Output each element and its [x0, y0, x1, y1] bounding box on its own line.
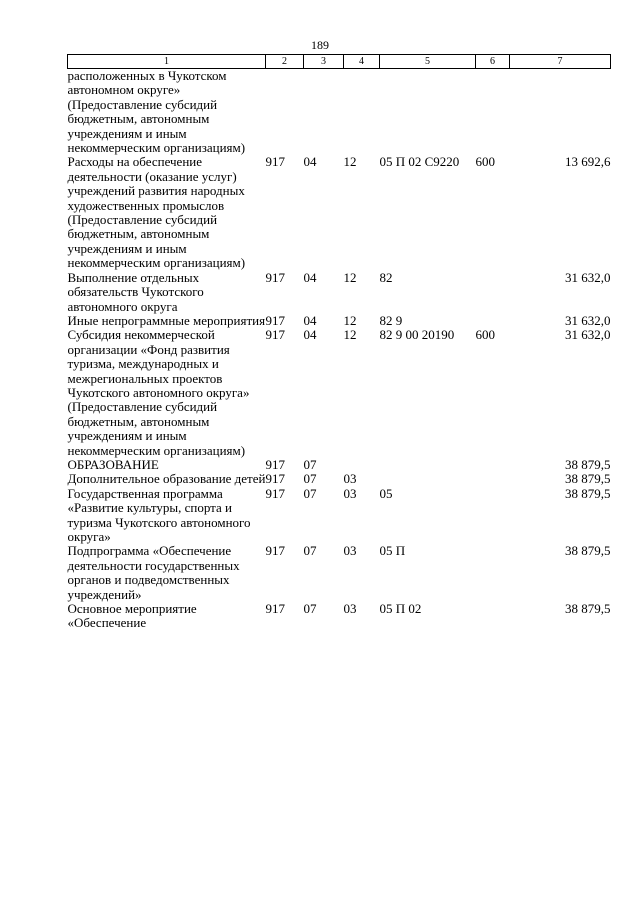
row-expense-type-code — [476, 472, 510, 486]
row-target-article-code: 82 9 00 20190 — [379, 327, 455, 343]
row-subsection-code: 12 — [343, 154, 357, 170]
table-row — [68, 155, 611, 270]
row-amount: 13 692,6 — [565, 154, 611, 170]
row-gr-code: 917 — [265, 154, 285, 170]
row-name: Субсидия некоммерческой организации «Фонд развития туризма, международных и межрегиональных проектов Чукотского автономного округа» (Предоставление субсидий бюджетным, автономным учреждениям и иным некоммерческим организациям) — [67, 327, 250, 458]
row-gr-code: 917 — [265, 471, 285, 487]
row-gr-code: 917 — [265, 456, 285, 472]
column-number-header — [68, 55, 611, 69]
column-header: 2 — [266, 55, 304, 69]
column-header: 3 — [304, 55, 344, 69]
row-section-code: 07 — [303, 471, 317, 487]
column-header: 5 — [380, 55, 476, 69]
row-name: Дополнительное образование детей — [67, 471, 266, 487]
row-name: Государственная программа «Развитие культуры, спорта и туризма Чукотского автономного округа» — [67, 485, 251, 544]
row-amount: 38 879,5 — [565, 543, 611, 559]
row-target-article-code — [380, 472, 476, 486]
table-row — [68, 544, 611, 602]
table-row — [68, 487, 611, 545]
row-target-article-code: 82 — [379, 269, 393, 285]
row-expense-type-code: 600 — [475, 327, 495, 343]
row-amount — [510, 69, 611, 156]
row-expense-type-code — [476, 602, 510, 631]
row-expense-type-code — [476, 69, 510, 156]
row-gr-code: 917 — [265, 269, 285, 285]
row-target-article-code — [380, 458, 476, 472]
row-section-code: 07 — [303, 601, 317, 617]
row-name: Иные непрограммные мероприятия — [67, 312, 266, 328]
row-gr-code — [266, 69, 304, 156]
row-amount: 38 879,5 — [565, 456, 611, 472]
row-expense-type-code — [476, 458, 510, 472]
row-target-article-code: 05 П 02 С9220 — [379, 154, 460, 170]
row-section-code: 04 — [303, 269, 317, 285]
row-subsection-code: 12 — [343, 327, 357, 343]
table-row — [68, 602, 611, 631]
row-name: расположенных в Чукотском автономном округе» (Предоставление субсидий бюджетным, автономным учреждениям и иным некоммерческим организациям) — [67, 68, 246, 156]
table-row — [68, 271, 611, 314]
row-subsection-code: 03 — [343, 485, 357, 501]
row-target-article-code: 05 П 02 — [379, 601, 422, 617]
row-subsection-code: 03 — [343, 601, 357, 617]
row-name: Подпрограмма «Обеспечение деятельности государственных органов и подведомственных учреждений» — [67, 543, 240, 602]
column-header: 6 — [476, 55, 510, 69]
row-gr-code: 917 — [265, 485, 285, 501]
column-header: 1 — [68, 55, 266, 69]
row-target-article-code: 82 9 — [379, 312, 403, 328]
row-section-code: 07 — [303, 485, 317, 501]
row-target-article-code: 05 П — [379, 543, 406, 559]
row-subsection-code — [344, 458, 380, 472]
table-row — [68, 69, 611, 156]
row-amount: 31 632,0 — [565, 327, 611, 343]
row-subsection-code: 03 — [343, 543, 357, 559]
row-subsection-code: 03 — [343, 471, 357, 487]
row-expense-type-code — [476, 544, 510, 602]
row-expense-type-code: 600 — [475, 154, 495, 170]
row-gr-code: 917 — [265, 601, 285, 617]
row-amount: 38 879,5 — [565, 485, 611, 501]
row-name: ОБРАЗОВАНИЕ — [67, 456, 159, 472]
row-section-code: 04 — [303, 154, 317, 170]
row-amount: 31 632,0 — [565, 269, 611, 285]
row-expense-type-code — [476, 487, 510, 545]
row-target-article-code — [380, 69, 476, 156]
row-section-code: 04 — [303, 312, 317, 328]
row-expense-type-code — [476, 314, 510, 328]
row-section-code — [304, 69, 344, 156]
row-gr-code: 917 — [265, 312, 285, 328]
column-header: 7 — [510, 55, 611, 69]
row-name: Расходы на обеспечение деятельности (оказание услуг) учреждений развития народных художественных промыслов (Предоставление субсидий бюджетным, автономным учреждениям и иным некоммерческим организациям) — [67, 154, 246, 271]
row-amount: 38 879,5 — [565, 471, 611, 487]
page-number: 189 — [311, 38, 329, 52]
row-section-code: 04 — [303, 327, 317, 343]
table-body — [68, 69, 611, 631]
row-name: Выполнение отдельных обязательств Чукотского автономного округа — [67, 269, 204, 314]
row-section-code: 07 — [303, 456, 317, 472]
table-row — [68, 314, 611, 328]
row-subsection-code: 12 — [343, 312, 357, 328]
table-row — [68, 458, 611, 472]
row-target-article-code: 05 — [379, 485, 393, 501]
table-row — [68, 472, 611, 486]
row-amount: 31 632,0 — [565, 312, 611, 328]
column-header: 4 — [344, 55, 380, 69]
table-row — [68, 328, 611, 458]
row-section-code: 07 — [303, 543, 317, 559]
row-gr-code: 917 — [265, 327, 285, 343]
row-name: Основное мероприятие «Обеспечение — [67, 601, 197, 631]
row-amount: 38 879,5 — [565, 601, 611, 617]
row-subsection-code — [344, 69, 380, 156]
row-gr-code: 917 — [265, 543, 285, 559]
row-subsection-code: 12 — [343, 269, 357, 285]
row-expense-type-code — [476, 271, 510, 314]
budget-table — [67, 54, 611, 631]
